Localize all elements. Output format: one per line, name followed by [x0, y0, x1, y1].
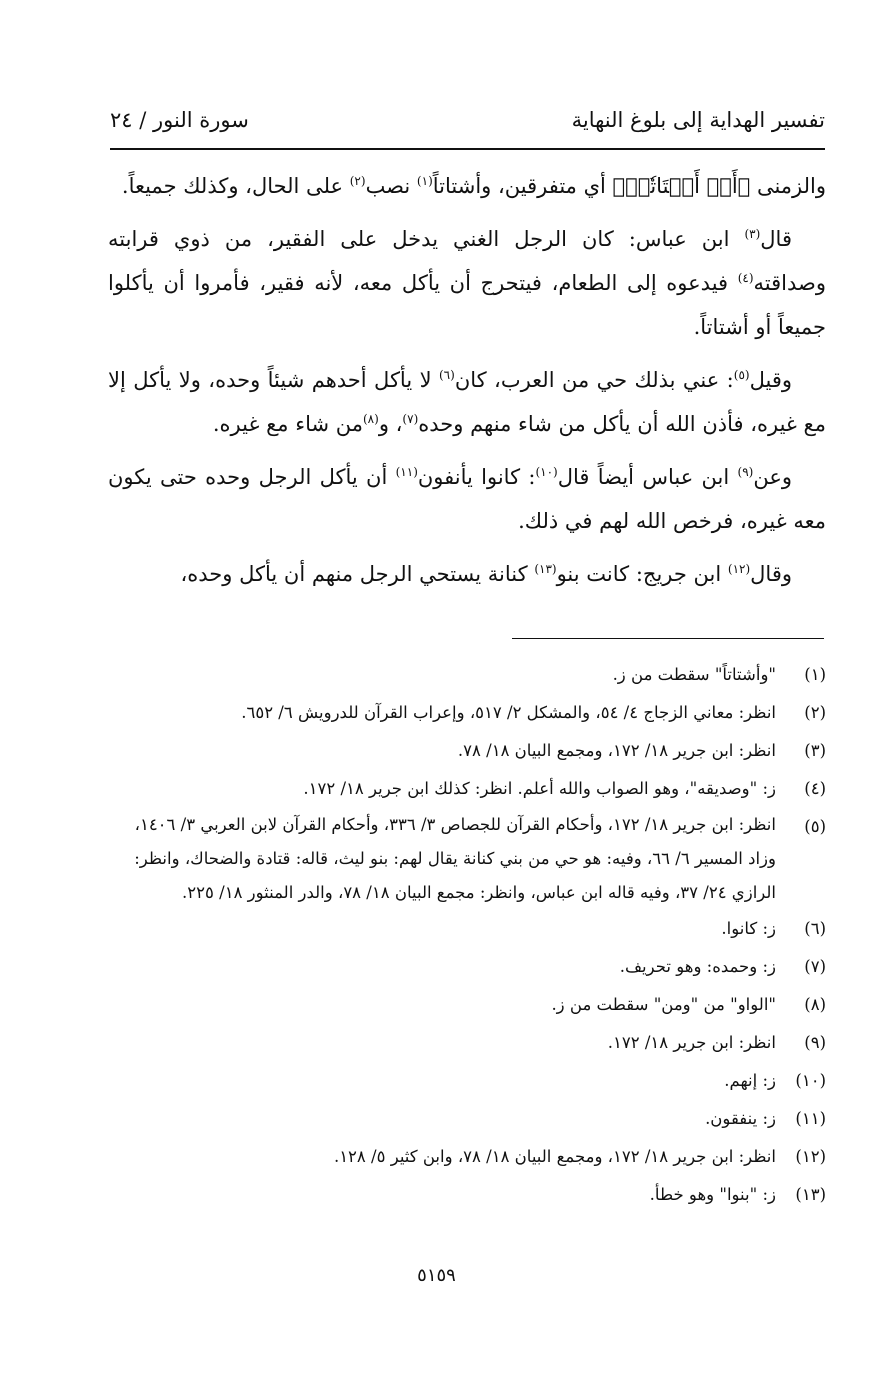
footnote-ref: (٥) — [733, 368, 750, 382]
footnote-item — [108, 770, 826, 808]
footnote-text: انظر: ابن جرير ١٨/ ١٧٢، وأحكام القرآن للجصاص ٣/ ٣٣٦، وأحكام القرآن لابن العربي ٣/ ١٤٠٦، وزاد المسير ٦/ ٦٦، وفيه: هو حي من بني كنانة يقال لهم: بنو ليث، قاله: قتادة والضحاك، وانظر: الرازي ٢٤/ ٣٧، وفيه قاله ابن عباس، وانظر: مجمع البيان ١٨/ ٧٨، والدر المنثور ١٨/ ٢٢٥. — [134, 815, 776, 902]
footnote-number: (٣) — [804, 741, 826, 760]
footnote-number: (١٢) — [795, 1147, 826, 1166]
footnote-ref: (١١) — [395, 465, 418, 479]
footnote-text: ز: وحمده: وهو تحريف. — [619, 957, 776, 976]
text-run: قال — [760, 227, 792, 251]
main-text — [108, 164, 826, 605]
text-run: ابن عباس أيضاً قال — [557, 465, 738, 489]
footnote-item — [108, 910, 826, 948]
paragraph — [108, 217, 826, 349]
text-run: والزمنى ﴿أَوۡ أَشۡتَاتٗاۚ﴾ أي متفرقين، وأشتاتاً — [432, 174, 826, 198]
text-run: ، و — [378, 412, 403, 436]
footnote-item — [108, 1062, 826, 1100]
text-run: نصب — [365, 174, 417, 198]
text-run: أن يأكل الرجل وحده حتى يكون معه غيره، فرخص الله لهم في ذلك. — [108, 465, 826, 533]
footnote-item — [108, 948, 826, 986]
footnote-text: انظر: معاني الزجاج ٤/ ٥٤، والمشكل ٢/ ٥١٧، وإعراب القرآن للدرويش ٦/ ٦٥٢. — [241, 703, 776, 722]
paragraph — [108, 358, 826, 446]
header-rule — [110, 148, 825, 150]
footnote-ref: (٢) — [349, 174, 366, 188]
text-run: وقيل — [749, 368, 792, 392]
footnote-item — [108, 808, 826, 910]
text-run: وعن — [753, 465, 792, 489]
footnote-ref: (١) — [416, 174, 433, 188]
footnote-number: (١) — [804, 665, 826, 684]
footnote-number: (١١) — [795, 1109, 826, 1128]
footnote-ref: (٦) — [438, 368, 455, 382]
footnote-ref: (١٣) — [534, 562, 557, 576]
surah-label: سورة النور / ٢٤ — [110, 108, 249, 132]
text-run: كنانة يستحي الرجل منهم أن يأكل وحده، — [180, 562, 535, 586]
footnote-text: "وأشتاتاً" سقطت من ز. — [612, 665, 776, 684]
footnote-number: (٦) — [804, 919, 826, 938]
footnote-text: ز: "وصديقه"، وهو الصواب والله أعلم. انظر: كذلك ابن جرير ١٨/ ١٧٢. — [303, 779, 776, 798]
text-run: ابن عباس: كان الرجل الغني يدخل على الفقير، من ذوي قرابته وصداقته — [108, 227, 826, 295]
text-run: : عني بذلك حي من العرب، كان — [454, 368, 734, 392]
footnote-text: ز: إنهم. — [724, 1071, 776, 1090]
footnote-number: (١٠) — [795, 1071, 826, 1090]
footnote-number: (٢) — [804, 703, 826, 722]
footnote-ref: (١٢) — [727, 562, 751, 576]
footnote-ref: (٨) — [362, 412, 379, 426]
running-header — [110, 100, 825, 140]
page-number: ٥١٥٩ — [417, 1265, 456, 1286]
footnote-ref: (٩) — [737, 465, 754, 479]
footnote-item — [108, 656, 826, 694]
footnote-number: (٩) — [804, 1033, 826, 1052]
book-title: تفسير الهداية إلى بلوغ النهاية — [571, 108, 825, 132]
text-run: من شاء مع غيره. — [212, 412, 363, 436]
footnote-text: ز: "بنوا" وهو خطأ. — [649, 1185, 776, 1204]
footnote-item — [108, 1024, 826, 1062]
footnote-ref: (٧) — [402, 412, 419, 426]
footnote-item — [108, 986, 826, 1024]
footnote-item — [108, 1138, 826, 1176]
footnote-separator — [512, 638, 824, 639]
footnote-number: (٥) — [804, 817, 826, 836]
footnote-item — [108, 1100, 826, 1138]
footnote-number: (١٣) — [795, 1185, 826, 1204]
text-run: ابن جريج: كانت بنو — [556, 562, 728, 586]
footnote-text: ز: ينفقون. — [705, 1109, 776, 1128]
footnote-number: (٤) — [804, 779, 826, 798]
footnote-text: ز: كانوا. — [721, 919, 776, 938]
footnote-ref: (٣) — [744, 227, 761, 241]
footnote-text: انظر: ابن جرير ١٨/ ١٧٢، ومجمع البيان ١٨/ ٧٨، وابن كثير ٥/ ١٢٨. — [333, 1147, 776, 1166]
text-run: وقال — [750, 562, 792, 586]
text-run: فيدعوه إلى الطعام، فيتحرج أن يأكل معه، لأنه فقير، فأمروا أن يأكلوا جميعاً أو أشتاتاً. — [108, 271, 826, 339]
footnote-text: انظر: ابن جرير ١٨/ ١٧٢. — [607, 1033, 776, 1052]
text-run: : كانوا يأنفون — [417, 465, 536, 489]
footnotes — [108, 656, 826, 1214]
footnote-ref: (١٠) — [535, 465, 558, 479]
footnote-number: (٧) — [804, 957, 826, 976]
text-run: على الحال، وكذلك جميعاً. — [121, 174, 350, 198]
text-run: لا يأكل أحدهم شيئاً وحده، ولا يأكل إلا مع غيره، فأذن الله أن يأكل من شاء منهم وحده — [108, 368, 826, 436]
footnote-number: (٨) — [804, 995, 826, 1014]
footnote-item — [108, 694, 826, 732]
paragraph — [108, 552, 826, 596]
footnote-item — [108, 732, 826, 770]
footnote-item — [108, 1176, 826, 1214]
footnote-ref: (٤) — [737, 271, 754, 285]
paragraph — [108, 455, 826, 543]
footnote-text: انظر: ابن جرير ١٨/ ١٧٢، ومجمع البيان ١٨/ ٧٨. — [457, 741, 776, 760]
footnote-text: "الواو" من "ومن" سقطت من ز. — [551, 995, 776, 1014]
paragraph — [108, 164, 826, 208]
